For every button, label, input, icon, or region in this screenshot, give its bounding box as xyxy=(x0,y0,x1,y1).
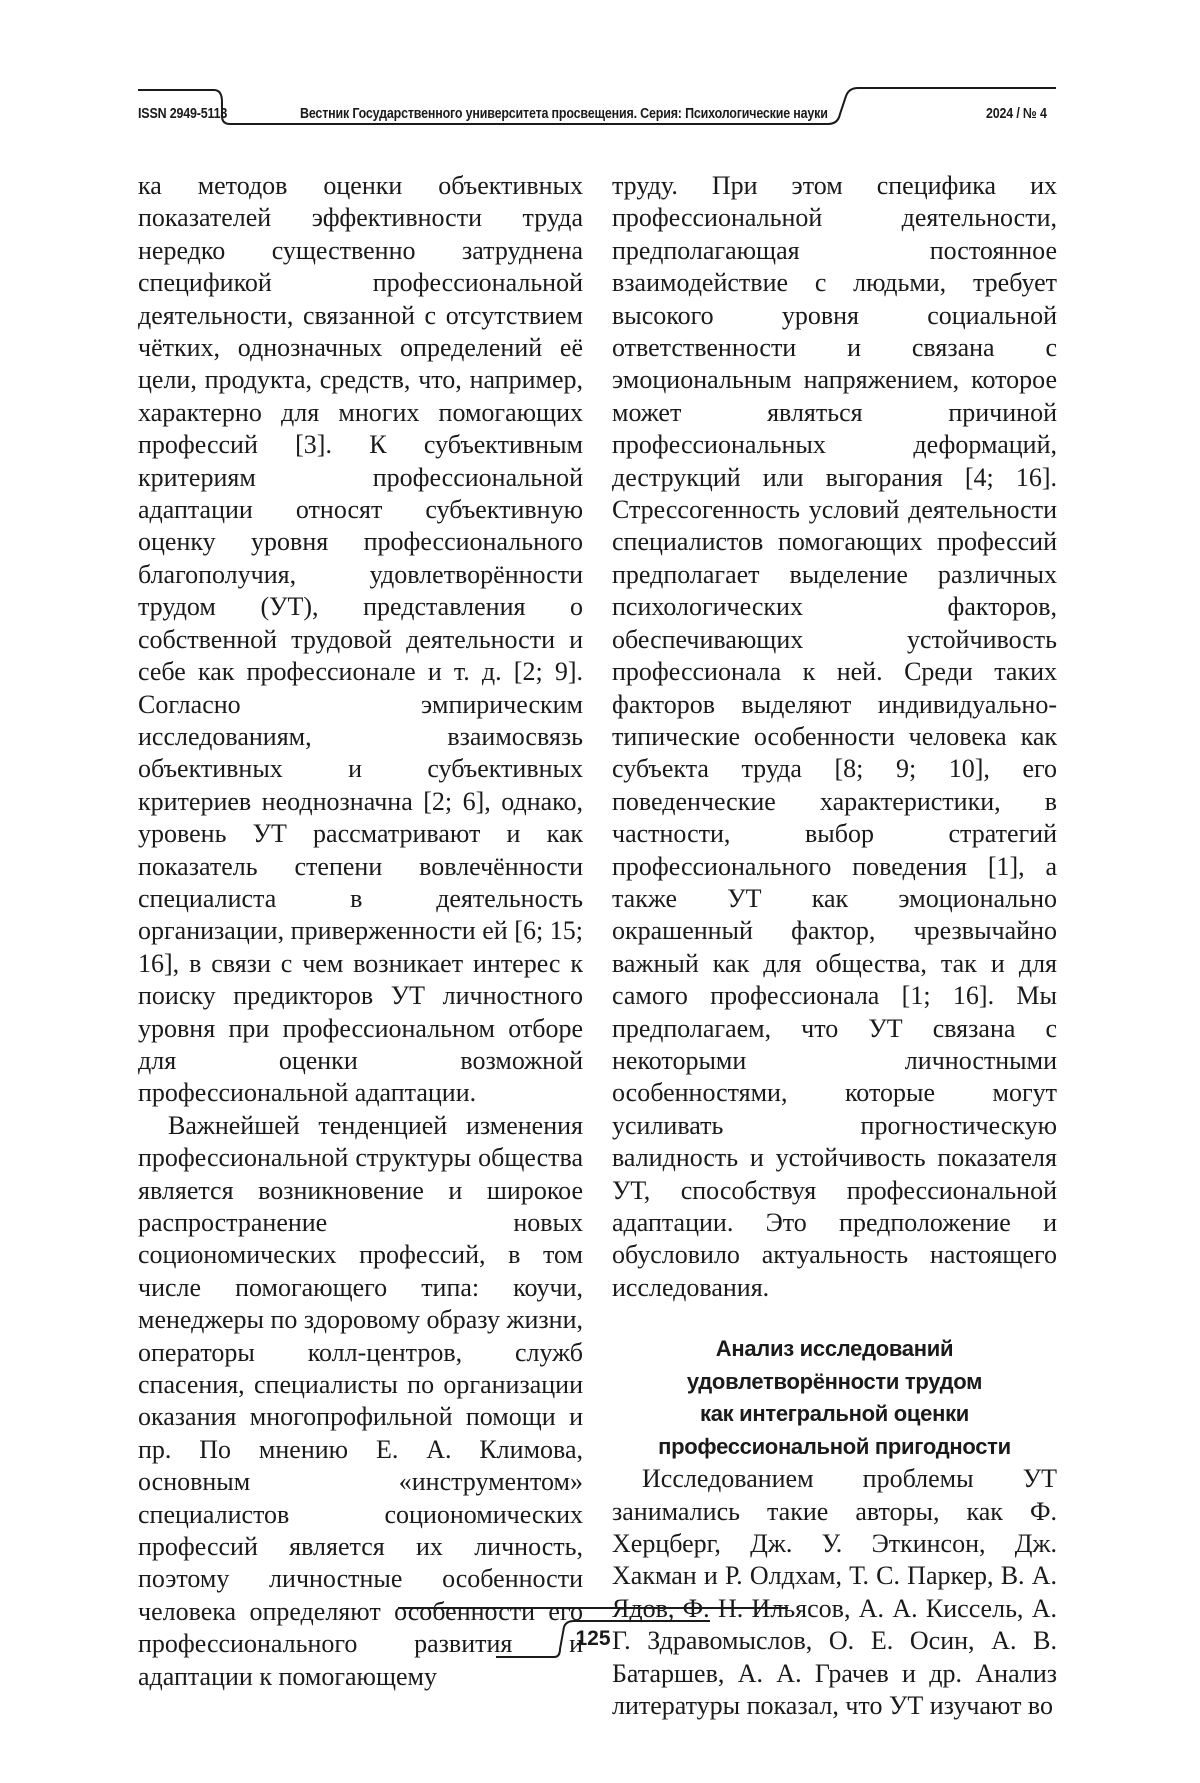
heading-line: как интегральной оценки xyxy=(699,1401,969,1427)
page-footer xyxy=(398,1605,788,1685)
heading-line: Анализ исследований xyxy=(715,1336,954,1362)
issn: ISSN 2949-5113 xyxy=(138,106,228,122)
paragraph: ка методов оценки объективных показателей эффективности труда нередко существенно затруднена спецификой профессиональной деятельности, связанной с отсутствием чётких, однозначных определений её цели, продукта, средств, что, например, характерно для многих помогающих профессий [3]. К субъективным критериям профессиональной адаптации относят субъективную оценку уровня профессионального благополучия, удовлетворённости трудом (УТ), представления о собственной трудовой деятельности и себе как профессионале и т. д. [2; 9]. Согласно эмпирическим исследованиям, взаимосвязь объективных и субъективных критериев неоднозначна [2; 6], однако, уровень УТ рассматривают и как показатель степени вовлечённости специалиста в деятельность организации, приверженности ей [6; 15; 16], в связи с чем возникает интерес к поиску предикторов УТ личностного уровня при профессиональном отборе для оценки возможной профессиональной адаптации. xyxy=(138,171,583,1108)
heading-line: удовлетворённости трудом xyxy=(686,1368,983,1394)
section-heading xyxy=(612,1333,1057,1463)
journal-title: Вестник Государственного университета просвещения. Серия: Психологические науки xyxy=(300,106,828,122)
paragraph: Важнейшей тенденцией изменения профессиональной структуры общества является возникновение и широкое распространение новых социономических профессий, в том числе помогающего типа: коучи, менеджеры по здоровому образу жизни, операторы колл-центров, служб спасения, специалисты по организации оказания многопрофильной помощи и пр. По мнению Е. А. Климова, основным «инструментом» специалистов социономических профессий является их личность, поэтому личностные особенности человека определяют особенности его профессионального развития и адаптации к помогающему xyxy=(138,1110,583,1691)
paragraph: труду. При этом специфика их профессиональной деятельности, предполагающая постоянное взаимодействие с людьми, требует высокого уровня социальной ответственности и связана с эмоциональным напряжением, которое может являться причиной профессиональных деформаций, деструкций или выгорания [4; 16]. Стрессогенность условий деятельности специалистов помогающих профессий предполагает выделение различных психологических факторов, обеспечивающих устойчивость профессионала к ней. Среди таких факторов выделяют индивидуально-типические особенности человека как субъекта труда [8; 9; 10], его поведенческие характеристики, в частности, выбор стратегий профессионального поведения [1], а также УТ как эмоционально окрашенный фактор, чрезвычайно важный как для общества, так и для самого профессионала [1; 16]. Мы предполагаем, что УТ связана с некоторыми личностными особенностями, которые могут усиливать прогностическую валидность и устойчивость показателя УТ, способствуя профессиональной адаптации. Это предположение и обусловило актуальность настоящего исследования. xyxy=(612,171,1057,1302)
issue-number: 2024 / № 4 xyxy=(986,106,1047,122)
left-column xyxy=(138,170,583,1693)
heading-line: профессиональной пригодности xyxy=(658,1433,1011,1459)
right-column xyxy=(612,170,1057,1722)
paragraph: Исследованием проблемы УТ занимались такие авторы, как Ф. Херцберг, Дж. У. Эткинсон, Дж. Хакман и Р. Олдхам, Т. С. Паркер, В. А. Ядов, Ф. Н. Ильясов, А. А. Киссель, А. Г. Здравомыслов, О. Е. Осин, А. В. Батаршев, А. А. Грачев и др. Анализ литературы показал, что УТ изучают во xyxy=(612,1464,1057,1721)
running-header xyxy=(138,86,1056,138)
page-number: 125 xyxy=(575,1627,611,1650)
